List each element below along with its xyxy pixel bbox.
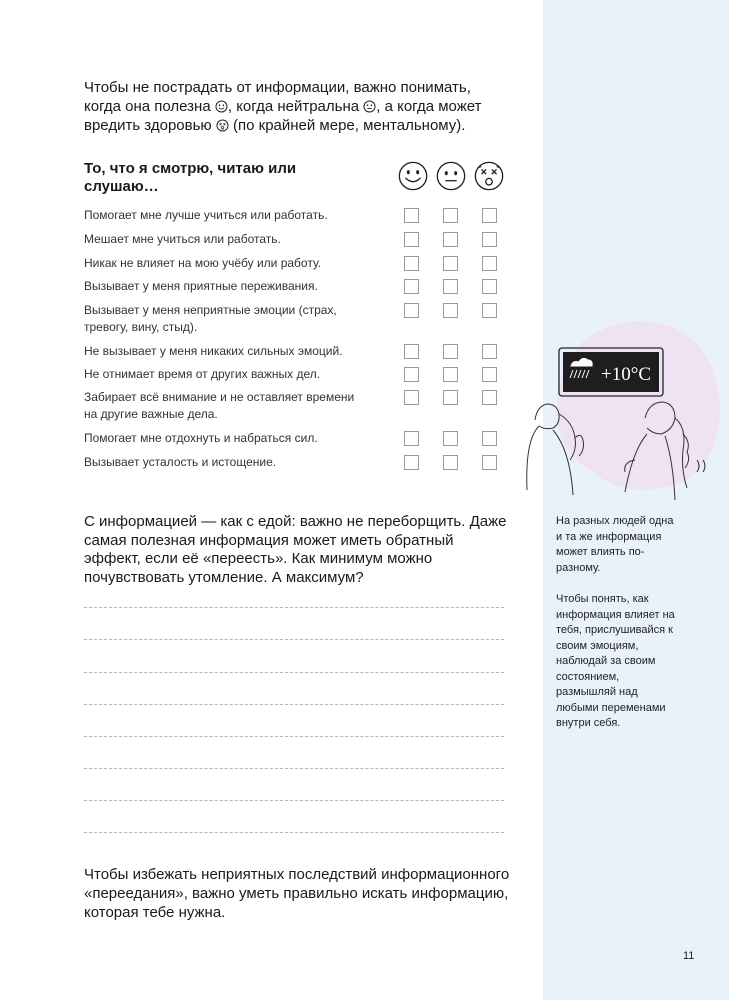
sidebar-note [556,514,676,732]
checklist-row-label: Помогает мне отдохнуть и набраться сил. [84,431,318,445]
checkbox-negative[interactable] [482,279,497,294]
checkbox-positive[interactable] [404,455,419,470]
neutral-face-icon [363,100,376,113]
smiling-face-icon [215,100,228,113]
checkbox-positive[interactable] [404,344,419,359]
checkbox-negative[interactable] [482,303,497,318]
answer-line[interactable] [84,672,504,673]
checkbox-positive[interactable] [404,256,419,271]
smiling-face-icon [397,160,429,192]
sidebar-note-1: На разных людей одна и та же информация может влиять по-разному. [556,515,674,574]
checklist-row [84,430,364,447]
answer-line[interactable] [84,736,504,737]
checkbox-positive[interactable] [404,390,419,405]
checkbox-negative[interactable] [482,367,497,382]
checklist-heading: То, что я смотрю, читаю или слушаю… [84,160,297,195]
answer-line[interactable] [84,800,504,801]
answer-line[interactable] [84,607,504,608]
checklist-row-label: Никак не влияет на мою учёбу или работу. [84,256,322,270]
checkbox-neutral[interactable] [443,344,458,359]
checkbox-negative[interactable] [482,431,497,446]
checkbox-neutral[interactable] [443,431,458,446]
checkbox-neutral[interactable] [443,390,458,405]
checklist-row [84,302,359,336]
checkbox-neutral[interactable] [443,208,458,223]
checkbox-negative[interactable] [482,256,497,271]
blob-background [557,321,720,490]
checkbox-positive[interactable] [404,303,419,318]
checklist-row-label: Вызывает усталость и истощение. [84,455,277,469]
checkbox-negative[interactable] [482,455,497,470]
intro-text-3: , а когда может вредить здоровью [84,98,482,134]
intro-text-2: , когда нейтральна [227,98,360,115]
checklist-row-label: Вызывает у меня приятные переживания. [84,279,318,293]
checkbox-neutral[interactable] [443,367,458,382]
page-number: 11 [683,950,695,962]
food-analogy-paragraph: С информацией — как с едой: важно не переборщить. Даже самая полезная информация может иметь обратный эффект, если её «переесть». Как минимум можно почувствовать утомление. А максимум? [84,513,507,586]
checklist-face-header [395,160,507,194]
checkbox-positive[interactable] [404,279,419,294]
answer-line[interactable] [84,639,504,640]
intro-text-4: (по крайней мере, ментальному). [228,117,466,134]
checklist-row [84,255,364,272]
dizzy-face-icon [473,160,505,192]
tv-temperature: +10°C [601,364,651,385]
checkbox-positive[interactable] [404,232,419,247]
checkbox-negative[interactable] [482,208,497,223]
checkbox-neutral[interactable] [443,256,458,271]
checklist-row-label: Не отнимает время от других важных дел. [84,367,321,381]
answer-line[interactable] [84,704,504,705]
checkbox-neutral[interactable] [443,455,458,470]
checklist-row-label: Вызывает у меня неприятные эмоции (страх, тревогу, вину, стыд). [84,303,337,334]
checkbox-negative[interactable] [482,390,497,405]
sidebar-note-2: Чтобы понять, как информация влияет на тебя, прислушивайся к своим эмоциям, наблюдай за своим состоянием, размышляй над любыми переменами внутри себя. [556,593,675,729]
checkbox-positive[interactable] [404,367,419,382]
checklist-row-label: Помогает мне лучше учиться или работать. [84,208,328,222]
dizzy-face-icon [216,119,229,132]
checklist-row [84,343,364,360]
intro-paragraph [84,78,504,135]
intro-text-1: Чтобы не пострадать от информации, важно понимать, когда она полезна [84,79,471,115]
closing-paragraph: Чтобы избежать неприятных последствий информационного «переедания», важно уметь правильно искать информацию, которая тебе нужна. [84,866,510,921]
checkbox-neutral[interactable] [443,232,458,247]
answer-line[interactable] [84,768,504,769]
checklist-row [84,231,364,248]
checkbox-neutral[interactable] [443,279,458,294]
checklist-row [84,389,364,423]
checklist-row [84,278,364,295]
tv-weather-illustration [515,310,725,510]
checklist-row [84,454,364,471]
checklist-row-label: Забирает всё внимание и не оставляет времени на другие важные дела. [84,390,355,421]
checklist-row-label: Не вызывает у меня никаких сильных эмоций. [84,344,343,358]
neutral-face-icon [435,160,467,192]
checkbox-negative[interactable] [482,344,497,359]
checkbox-neutral[interactable] [443,303,458,318]
checklist-row [84,366,364,383]
checklist-row [84,207,364,224]
checkbox-positive[interactable] [404,431,419,446]
checkbox-negative[interactable] [482,232,497,247]
checklist-row-label: Мешает мне учиться или работать. [84,232,281,246]
checkbox-positive[interactable] [404,208,419,223]
answer-line[interactable] [84,832,504,833]
